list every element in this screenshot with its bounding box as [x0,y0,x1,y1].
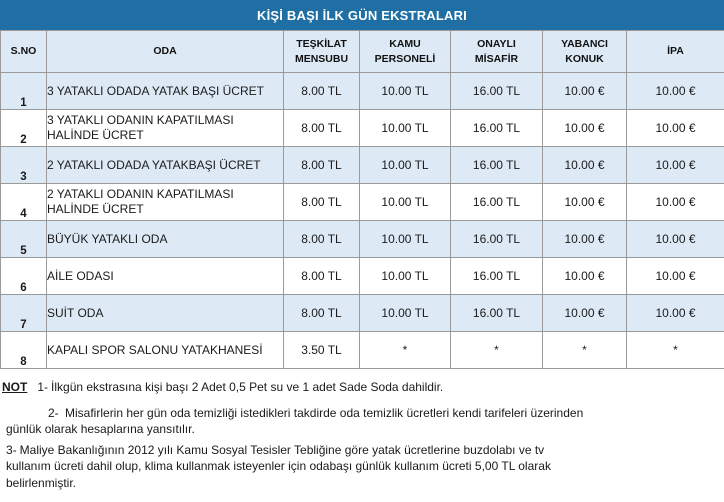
table-row [1,295,724,332]
note-3 [0,442,720,459]
table-title: KİŞİ BAŞI İLK GÜN EKSTRALARI [0,0,724,30]
price-kamu: 10.00 TL [360,110,451,147]
price-teskilat: 8.00 TL [284,184,360,221]
header-sno: S.NO [1,31,47,73]
notes-section [0,379,720,491]
table-row [1,147,724,184]
header-ipa: İPA [627,31,724,73]
price-teskilat: 3.50 TL [284,332,360,369]
row-number: 5 [1,221,47,258]
note-3-number: 3- [6,442,17,457]
note-label: NOT [2,380,28,394]
note-2 [0,405,720,422]
price-yabanci: 10.00 € [543,258,627,295]
price-teskilat: 8.00 TL [284,110,360,147]
price-onayli: 16.00 TL [451,147,543,184]
note-2-text-line1: Misafirlerin her gün oda temizliği istedikleri takdirde oda temizlik ücretleri kendi tarifeleri üzerinden [65,405,584,420]
room-type: SUİT ODA [47,295,284,332]
row-number: 8 [1,332,47,369]
price-yabanci: 10.00 € [543,184,627,221]
price-onayli: 16.00 TL [451,110,543,147]
header-onayli: ONAYLI MİSAFİR [451,31,543,73]
row-number: 2 [1,110,47,147]
header-kamu: KAMU PERSONELİ [360,31,451,73]
price-ipa: 10.00 € [627,221,724,258]
price-onayli: * [451,332,543,369]
price-teskilat: 8.00 TL [284,73,360,110]
row-number: 4 [1,184,47,221]
room-type: 3 YATAKLI ODADA YATAK BAŞI ÜCRET [47,73,284,110]
table-row [1,258,724,295]
price-ipa: 10.00 € [627,110,724,147]
price-yabanci: 10.00 € [543,147,627,184]
price-yabanci: 10.00 € [543,110,627,147]
note-3-line3: belirlenmiştir. [6,475,77,490]
table-row [1,332,724,369]
price-onayli: 16.00 TL [451,73,543,110]
price-onayli: 16.00 TL [451,221,543,258]
price-yabanci: 10.00 € [543,73,627,110]
price-kamu: 10.00 TL [360,295,451,332]
row-number: 7 [1,295,47,332]
price-teskilat: 8.00 TL [284,295,360,332]
price-kamu: * [360,332,451,369]
row-number: 6 [1,258,47,295]
header-teskilat: TEŞKİLAT MENSUBU [284,31,360,73]
price-ipa: 10.00 € [627,184,724,221]
table-row [1,221,724,258]
price-ipa: 10.00 € [627,258,724,295]
room-type: AİLE ODASI [47,258,284,295]
price-kamu: 10.00 TL [360,147,451,184]
price-onayli: 16.00 TL [451,184,543,221]
table-row [1,110,724,147]
extras-table [0,30,724,369]
header-row [1,31,724,73]
price-yabanci: 10.00 € [543,221,627,258]
room-type: KAPALI SPOR SALONU YATAKHANESİ [47,332,284,369]
row-number: 1 [1,73,47,110]
price-kamu: 10.00 TL [360,258,451,295]
note-1 [0,379,720,396]
price-teskilat: 8.00 TL [284,221,360,258]
room-type: BÜYÜK YATAKLI ODA [47,221,284,258]
price-yabanci: 10.00 € [543,295,627,332]
price-ipa: 10.00 € [627,295,724,332]
price-onayli: 16.00 TL [451,295,543,332]
price-ipa: 10.00 € [627,147,724,184]
note-2-cont: günlük olarak hesaplarına yansıtılır. [6,422,195,436]
note-1-text: İlkgün ekstrasına kişi başı 2 Adet 0,5 Pet su ve 1 adet Sade Soda dahildir. [51,380,444,394]
room-type: 2 YATAKLI ODANIN KAPATILMASI HALİNDE ÜCRET [47,184,284,221]
note-3-text-line1: Maliye Bakanlığının 2012 yılı Kamu Sosyal Tesisler Tebliğine göre yatak ücretlerine buzdolabı ve tv [19,442,545,457]
note-2-number: 2- [48,405,59,420]
price-kamu: 10.00 TL [360,73,451,110]
row-number: 3 [1,147,47,184]
price-yabanci: * [543,332,627,369]
table-row [1,73,724,110]
price-kamu: 10.00 TL [360,184,451,221]
price-kamu: 10.00 TL [360,221,451,258]
price-onayli: 16.00 TL [451,258,543,295]
room-type: 3 YATAKLI ODANIN KAPATILMASI HALİNDE ÜCRET [47,110,284,147]
header-oda: ODA [47,31,284,73]
price-ipa: * [627,332,724,369]
table-row [1,184,724,221]
note-3-line2: kullanım ücreti dahil olup, klima kullanmak isteyenler için odabaşı günlük kullanım ücreti 5,00 TL olarak [6,459,551,473]
room-type: 2 YATAKLI ODADA YATAKBAŞI ÜCRET [47,147,284,184]
price-teskilat: 8.00 TL [284,258,360,295]
price-ipa: 10.00 € [627,73,724,110]
note-1-number: 1- [37,380,49,394]
header-yabanci: YABANCI KONUK [543,31,627,73]
price-teskilat: 8.00 TL [284,147,360,184]
